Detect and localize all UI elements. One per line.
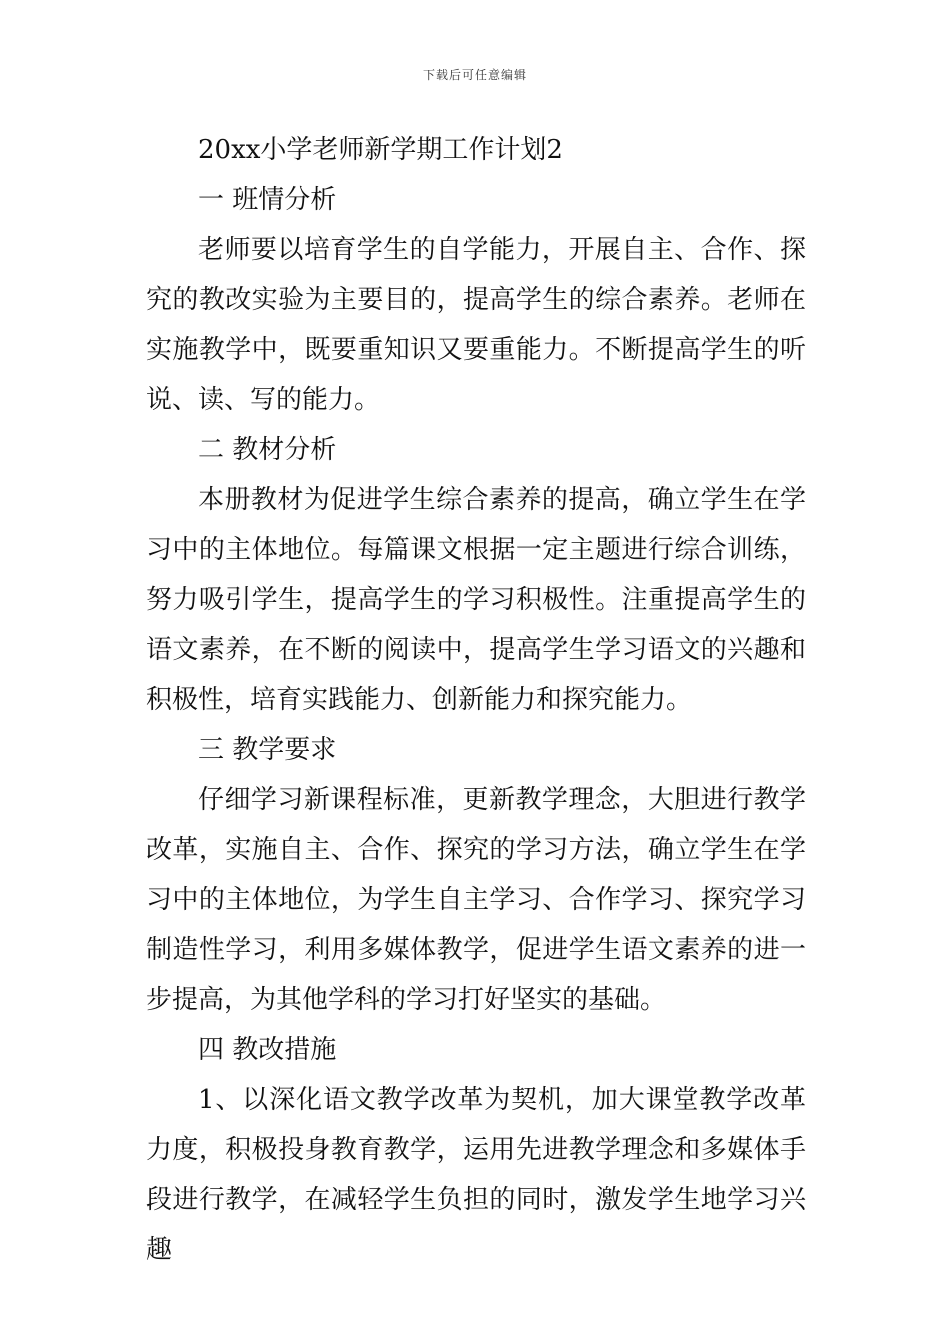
paragraph-teaching-requirements: 仔细学习新课程标准，更新教学理念，大胆进行教学改革，实施自主、合作、探究的学习方法，确立学生在学习中的主体地位，为学生自主学习、合作学习、探究学习制造性学习，利用多媒体教学，促进学生语文素养的进一步提高，为其他学科的学习打好坚实的基础。 <box>146 785 806 1015</box>
page-header-note: 下载后可任意编辑 <box>422 68 527 82</box>
paragraph-reform-measure-1: 1、以深化语文教学改革为契机，加大课堂教学改革力度，积极投身教育教学，运用先进教学理念和多媒体手段进行教学，在减轻学生负担的同时，激发学生地学习兴趣 <box>146 1085 806 1265</box>
paragraph-class-analysis: 老师要以培育学生的自学能力，开展自主、合作、探究的教改实验为主要目的，提高学生的综合素养。老师在实施教学中，既要重知识又要重能力。不断提高学生的听说、读、写的能力。 <box>146 235 806 415</box>
section-heading-textbook-analysis: 二 教材分析 <box>198 435 337 465</box>
section-heading-reform-measures: 四 教改措施 <box>198 1035 337 1065</box>
section-heading-class-analysis: 一 班情分析 <box>198 185 337 215</box>
paragraph-textbook-analysis: 本册教材为促进学生综合素养的提高，确立学生在学习中的主体地位。每篇课文根据一定主题进行综合训练，努力吸引学生，提高学生的学习积极性。注重提高学生的语文素养，在不断的阅读中，提高学生学习语文的兴趣和积极性，培育实践能力、创新能力和探究能力。 <box>146 485 806 715</box>
document-body <box>146 125 806 1275</box>
document-title: 20xx小学老师新学期工作计划2 <box>198 135 563 165</box>
section-heading-teaching-requirements: 三 教学要求 <box>198 735 337 765</box>
